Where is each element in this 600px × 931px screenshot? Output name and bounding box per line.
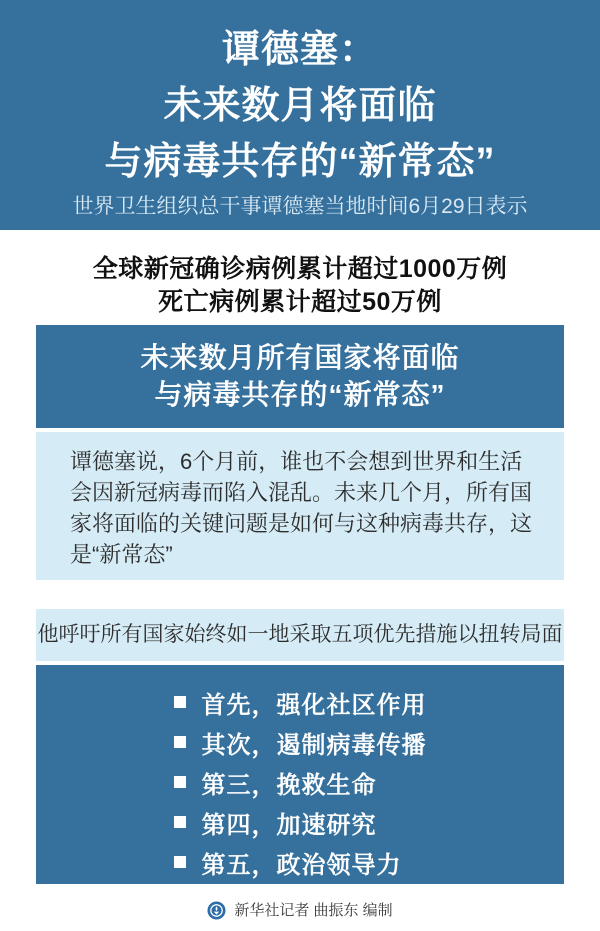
measure-item (174, 842, 427, 882)
highlight-box (36, 325, 564, 428)
call-box (36, 609, 564, 661)
measure-item (174, 682, 427, 722)
header-title-line-1: 谭德塞： (221, 29, 378, 71)
measures-list (174, 665, 427, 882)
measure-label-2: 其次，遏制病毒传播 (201, 731, 427, 759)
stats-line-confirmed: 全球新冠确诊病例累计超过1000万例 (92, 255, 508, 283)
stats-section (0, 230, 600, 319)
header-title-line-2: 未来数月将面临 (163, 85, 437, 127)
xinhua-logo-icon (207, 901, 226, 920)
highlight-line-1: 未来数月所有国家将面临 (140, 342, 460, 373)
square-bullet-icon (174, 856, 186, 868)
measure-label-5: 第五，政治领导力 (201, 851, 402, 879)
measure-label-4: 第四，加速研究 (201, 811, 377, 839)
measure-item (174, 762, 427, 802)
measure-label-1: 首先，强化社区作用 (201, 691, 427, 719)
measure-item (174, 722, 427, 762)
square-bullet-icon (174, 816, 186, 828)
call-text: 他呼吁所有国家始终如一地采取五项优先措施以扭转局面 (37, 623, 563, 646)
header-title-line-3: 与病毒共存的“新常态” (104, 141, 496, 183)
header-subtitle: 世界卫生组织总干事谭德塞当地时间6月29日表示 (72, 195, 528, 218)
stats-line-deaths: 死亡病例累计超过50万例 (158, 288, 442, 316)
highlight-line-2: 与病毒共存的“新常态” (154, 379, 446, 410)
square-bullet-icon (174, 736, 186, 748)
measure-label-3: 第三，挽救生命 (201, 771, 377, 799)
square-bullet-icon (174, 696, 186, 708)
measures-box (36, 665, 564, 884)
header-banner (0, 0, 600, 230)
square-bullet-icon (174, 776, 186, 788)
quote-box (36, 432, 564, 580)
quote-text: 谭德塞说，6个月前，谁也不会想到世界和生活会因新冠病毒而陷入混乱。未来几个月，所有国家将面临的关键问题是如何与这种病毒共存，这是“新常态” (70, 449, 533, 567)
measure-item (174, 802, 427, 842)
footer (0, 884, 600, 931)
footer-credit: 新华社记者 曲振东 编制 (234, 902, 393, 919)
